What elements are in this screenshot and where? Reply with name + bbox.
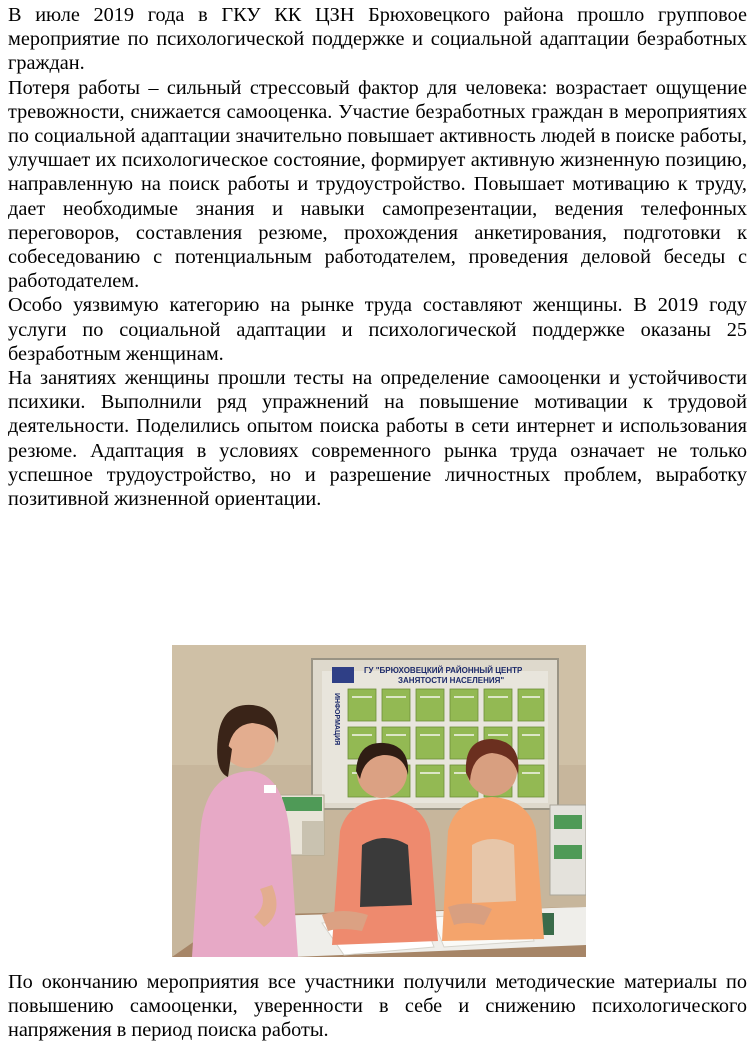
paragraph-women-category: Особо уязвимую категорию на рынке труда составляют женщины. В 2019 году услуги по социальной адаптации и психологической поддержке оказаны 25 безработным женщинам. — [8, 294, 747, 365]
article-text-top — [8, 3, 747, 511]
paragraph-activities: На занятиях женщины прошли тесты на определение самооценки и устойчивости психики. Выполнили ряд упражнений на повышение мотивации к трудовой деятельности. Поделились опытом поиска работы в сети интернет и использования резюме. Адаптация в условиях современного рынка труда означает не только успешное трудоустройство, но и разрешение личностных проблем, выработку позитивной жизненной ориентации. — [8, 367, 747, 511]
event-photo — [172, 645, 586, 957]
paragraph-conclusion: По окончанию мероприятия все участники получили методические материалы по повышению самооценки, уверенности в себе и снижению психологического напряжения в период поиска работы. — [8, 971, 747, 1042]
poster-title-line2: ЗАНЯТОСТИ НАСЕЛЕНИЯ" — [398, 676, 505, 685]
paragraph-job-loss: Потеря работы – сильный стрессовый фактор для человека: возрастает ощущение тревожности, снижается самооценка. Участие безработных граждан в мероприятиях по социальной адаптации значительно повышает активность людей в поиске работы, улучшает их психологическое состояние, формирует активную жизненную позицию, направленную на поиск работы и трудоустройство. Повышает мотивацию к труду, дает необходимые знания и навыки самопрезентации, ведения телефонных переговоров, составления резюме, прохождения анкетирования, подготовки к собеседованию с потенциальным работодателем, проведения деловой беседы с работодателем. — [8, 76, 747, 293]
poster-side-word: ИНФОРМАЦИЯ — [333, 693, 340, 746]
article-text-bottom — [8, 970, 747, 1043]
paragraph-intro: В июле 2019 года в ГКУ КК ЦЗН Брюховецкого района прошло групповое мероприятие по психологической поддержке и социальной адаптации безработных граждан. — [8, 4, 747, 75]
info-board — [312, 659, 558, 809]
poster-title-line1: ГУ "БРЮХОВЕЦКИЙ РАЙОННЫЙ ЦЕНТР — [364, 666, 523, 675]
